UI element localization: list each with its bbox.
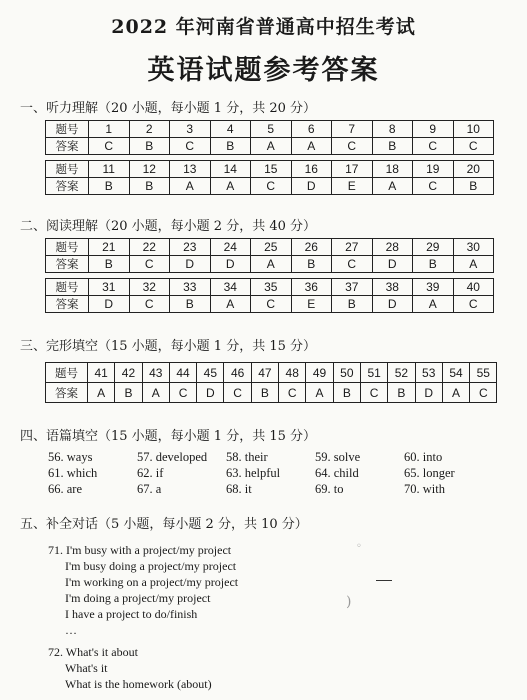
fill-answer: 67. a (137, 482, 162, 496)
fill-answer: 68. it (226, 482, 252, 496)
question-number-label: 题号 (46, 239, 89, 256)
answer-cell: E (332, 178, 373, 195)
fill-answer: 59. solve (315, 450, 361, 464)
question-number-cell: 30 (453, 239, 494, 256)
answer-cell: A (306, 383, 333, 403)
question-number-cell: 44 (169, 363, 196, 383)
question-number-cell: 41 (88, 363, 115, 383)
answer-cell: B (129, 138, 170, 155)
answer-cell: D (372, 256, 413, 273)
answer-cell: B (372, 138, 413, 155)
fill-answer: 60. into (404, 450, 443, 464)
question-number-cell: 47 (251, 363, 278, 383)
answer-cell: A (170, 178, 211, 195)
answer-cell: A (210, 178, 251, 195)
question-number-cell: 19 (413, 161, 454, 178)
question-number-cell: 45 (197, 363, 224, 383)
question-number-cell: 11 (89, 161, 130, 178)
question-number-cell: 20 (453, 161, 494, 178)
fill-answer: 62. if (137, 466, 164, 480)
answer-cell: B (210, 138, 251, 155)
question-number-cell: 43 (142, 363, 169, 383)
question-number-cell: 48 (279, 363, 306, 383)
answer-cell: C (413, 178, 454, 195)
fill-row (48, 466, 508, 482)
answer-cell: B (170, 296, 211, 313)
answer-cell: D (291, 178, 332, 195)
fill-answer: 57. developed (137, 450, 208, 464)
question-number-cell: 29 (413, 239, 454, 256)
question-number-cell: 31 (89, 279, 130, 296)
question-number-cell: 38 (372, 279, 413, 296)
question-number-cell: 46 (224, 363, 251, 383)
answer-cell: A (88, 383, 115, 403)
exam-title: 2022 年河南省普通高中招生考试 (111, 16, 416, 38)
answer-cell: A (291, 138, 332, 155)
question-number-cell: 36 (291, 279, 332, 296)
answer-cell: C (224, 383, 251, 403)
answer-cell: C (129, 256, 170, 273)
question-number-cell: 32 (129, 279, 170, 296)
question-number-cell: 12 (129, 161, 170, 178)
fill-answer: 63. helpful (226, 466, 281, 480)
question-number-cell: 24 (210, 239, 251, 256)
answer-cell: E (291, 296, 332, 313)
question-number-cell: 16 (291, 161, 332, 178)
answer-label: 答案 (46, 383, 88, 403)
fill-answer: 65. longer (404, 466, 455, 480)
answer-cell: B (333, 383, 360, 403)
answer-cell: A (210, 296, 251, 313)
question-number-cell: 51 (360, 363, 387, 383)
question-number-cell: 7 (332, 121, 373, 138)
fill-answer: 66. are (48, 482, 83, 496)
alternative-answer: I'm working on a project/my project (65, 575, 239, 589)
q71-answer: 71. I'm busy with a project/my project (48, 543, 232, 557)
answer-cell: C (332, 138, 373, 155)
answer-cell: B (89, 178, 130, 195)
fill-answer: 70. with (404, 482, 445, 496)
fill-row (48, 482, 508, 498)
question-number-cell: 21 (89, 239, 130, 256)
answer-cell: C (251, 178, 292, 195)
cloze-answer-table (45, 362, 497, 403)
q72-answer: 72. What's it about (48, 645, 138, 659)
answer-cell: C (169, 383, 196, 403)
question-number-cell: 2 (129, 121, 170, 138)
alternative-answer: I have a project to do/finish (65, 607, 198, 621)
question-number-cell: 4 (210, 121, 251, 138)
answer-label: 答案 (46, 138, 89, 155)
question-number-cell: 40 (453, 279, 494, 296)
answer-cell: D (372, 296, 413, 313)
answer-cell: C (470, 383, 497, 403)
fill-answer-list (48, 450, 508, 498)
answer-cell: D (89, 296, 130, 313)
answer-cell: B (413, 256, 454, 273)
answer-cell: D (210, 256, 251, 273)
answer-cell: A (142, 383, 169, 403)
question-number-label: 题号 (46, 121, 89, 138)
answer-cell: A (251, 138, 292, 155)
answer-cell: C (251, 296, 292, 313)
answer-cell: C (129, 296, 170, 313)
question-number-cell: 49 (306, 363, 333, 383)
section-fill-heading: 四、语篇填空（15 小题，每小题 1 分，共 15 分） (20, 429, 317, 444)
alternative-answer: I'm busy doing a project/my project (65, 559, 237, 573)
question-number-cell: 42 (115, 363, 142, 383)
answer-cell: D (170, 256, 211, 273)
question-number-cell: 8 (372, 121, 413, 138)
answer-cell: B (129, 178, 170, 195)
section-listening-heading: 一、听力理解（20 小题，每小题 1 分，共 20 分） (20, 101, 317, 116)
question-number-label: 题号 (46, 363, 88, 383)
answer-cell: C (453, 138, 494, 155)
answer-cell: C (360, 383, 387, 403)
answer-cell: B (291, 256, 332, 273)
question-number-cell: 13 (170, 161, 211, 178)
listening-answer-table (45, 120, 494, 195)
question-number-cell: 35 (251, 279, 292, 296)
question-number-cell: 33 (170, 279, 211, 296)
question-number-cell: 23 (170, 239, 211, 256)
question-number-cell: 53 (415, 363, 442, 383)
answer-cell: D (415, 383, 442, 403)
answer-cell: B (89, 256, 130, 273)
answer-label: 答案 (46, 178, 89, 195)
answer-cell: B (388, 383, 415, 403)
question-number-cell: 55 (470, 363, 497, 383)
question-number-cell: 22 (129, 239, 170, 256)
answer-cell: B (251, 383, 278, 403)
fill-answer: 56. ways (48, 450, 93, 464)
answer-label: 答案 (46, 256, 89, 273)
fill-answer: 69. to (315, 482, 344, 496)
section-cloze-heading: 三、完形填空（15 小题，每小题 1 分，共 15 分） (20, 339, 317, 354)
answer-cell: A (442, 383, 469, 403)
section-reading-heading: 二、阅读理解（20 小题，每小题 2 分，共 40 分） (20, 219, 317, 234)
blank-line (376, 580, 392, 581)
question-number-cell: 27 (332, 239, 373, 256)
answer-cell: C (413, 138, 454, 155)
question-number-label: 题号 (46, 161, 89, 178)
question-number-cell: 6 (291, 121, 332, 138)
answer-cell: A (372, 178, 413, 195)
question-number-cell: 9 (413, 121, 454, 138)
question-number-cell: 26 (291, 239, 332, 256)
question-number-cell: 3 (170, 121, 211, 138)
stray-mark: ◦ (356, 541, 362, 552)
section-dialog-heading: 五、补全对话（5 小题，每小题 2 分，共 10 分） (20, 517, 308, 532)
answer-cell: A (453, 256, 494, 273)
question-number-cell: 15 (251, 161, 292, 178)
answer-title: 英语试题参考答案 (147, 55, 380, 86)
question-number-cell: 39 (413, 279, 454, 296)
question-number-cell: 34 (210, 279, 251, 296)
fill-answer: 61. which (48, 466, 98, 480)
answer-cell: C (453, 296, 494, 313)
answer-cell: C (279, 383, 306, 403)
fill-answer: 64. child (315, 466, 359, 480)
alternative-answer: What's it (65, 661, 108, 675)
alternative-answer: … (65, 623, 77, 637)
question-number-label: 题号 (46, 279, 89, 296)
reading-answer-table (45, 238, 494, 313)
answer-label: 答案 (46, 296, 89, 313)
answer-cell: C (170, 138, 211, 155)
question-number-cell: 28 (372, 239, 413, 256)
question-number-cell: 5 (251, 121, 292, 138)
answer-cell: C (89, 138, 130, 155)
alternative-answer: What is the homework (about) (65, 677, 212, 691)
question-number-cell: 54 (442, 363, 469, 383)
answer-cell: A (251, 256, 292, 273)
question-number-cell: 1 (89, 121, 130, 138)
alternative-answer: I'm doing a project/my project (65, 591, 211, 605)
question-number-cell: 17 (332, 161, 373, 178)
answer-cell: B (115, 383, 142, 403)
stray-stroke: ) (346, 594, 352, 610)
answer-cell: B (453, 178, 494, 195)
question-number-cell: 52 (388, 363, 415, 383)
question-number-cell: 10 (453, 121, 494, 138)
dialog-answers (48, 542, 238, 692)
answer-cell: D (197, 383, 224, 403)
answer-cell: B (332, 296, 373, 313)
question-number-cell: 25 (251, 239, 292, 256)
answer-cell: C (332, 256, 373, 273)
question-number-cell: 50 (333, 363, 360, 383)
question-number-cell: 14 (210, 161, 251, 178)
answer-cell: A (413, 296, 454, 313)
fill-answer: 58. their (226, 450, 268, 464)
question-number-cell: 18 (372, 161, 413, 178)
fill-row (48, 450, 508, 466)
question-number-cell: 37 (332, 279, 373, 296)
